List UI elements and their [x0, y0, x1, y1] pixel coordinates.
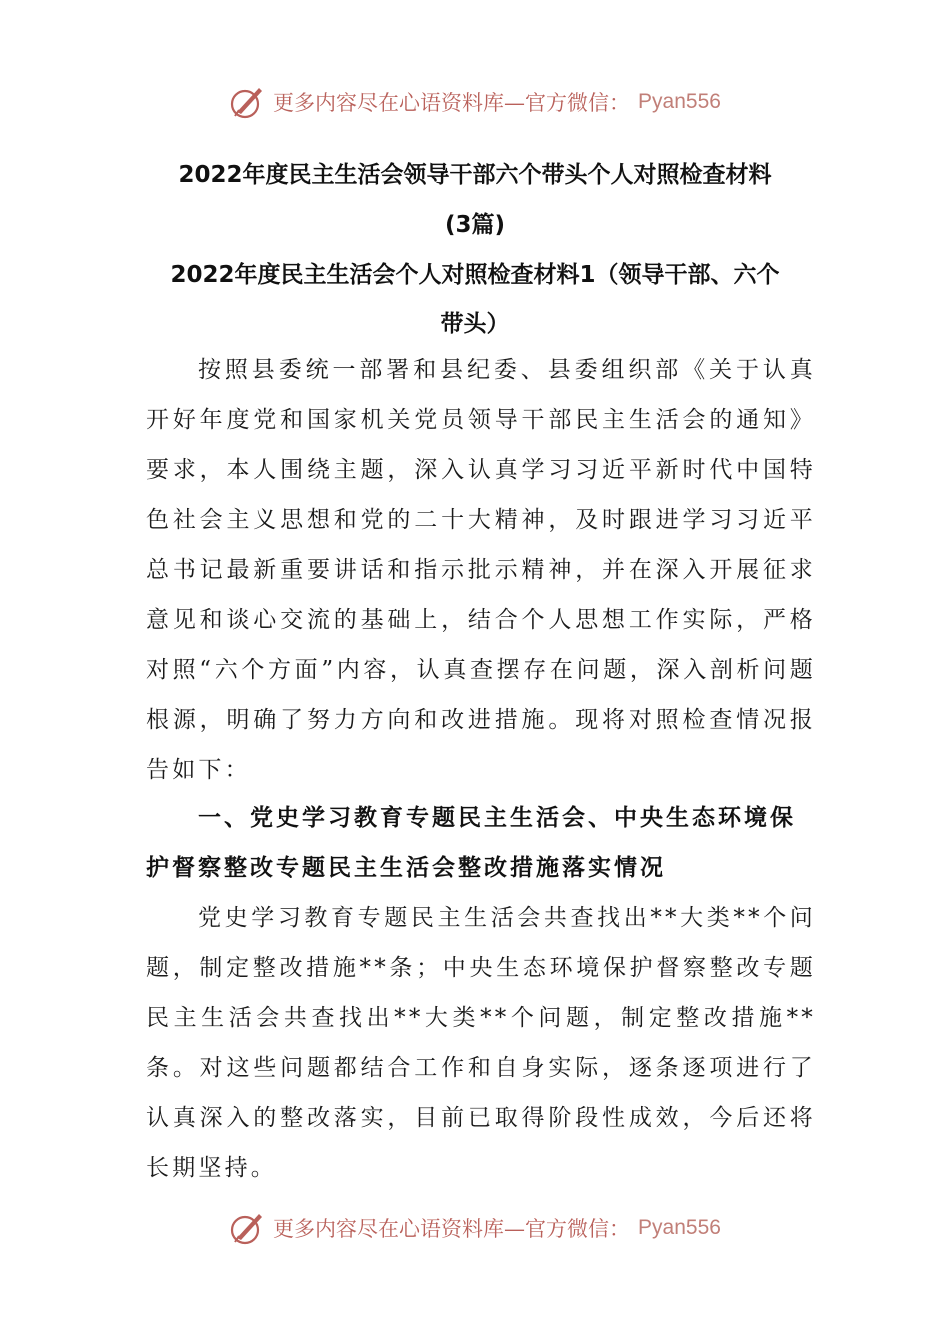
document-subtitle-line2: 带头） [440, 311, 510, 337]
document-title-line2: (3篇) [444, 212, 506, 238]
section1-paragraph: 党史学习教育专题民主生活会共查找出**大类**个问题，制定整改措施**条；中央生态环境保护督察整改专题民主生活会共查找出**大类**个问题，制定整改措施**条。对这些问题都结合工作和自身实际，逐条逐项进行了认真深入的整改落实，目前已取得阶段性成效，今后还将长期坚持。 [146, 905, 816, 1181]
quill-logo-icon [229, 84, 265, 120]
document-subtitle-line1: 2022年度民主生活会个人对照检查材料1（领导干部、六个 [170, 262, 780, 288]
intro-paragraph: 按照县委统一部署和县纪委、县委组织部《关于认真开好年度党和国家机关党员领导干部民主生活会的通知》要求，本人围绕主题，深入认真学习习近平新时代中国特色社会主义思想和党的二十大精神，及时跟进学习习近平总书记最新重要讲话和指示批示精神，并在深入开展征求意见和谈心交流的基础上，结合个人思想工作实际，严格对照“六个方面”内容，认真查摆存在问题，深入剖析问题根源，明确了努力方向和改进措施。现将对照检查情况报告如下： [146, 357, 816, 783]
quill-logo-icon [229, 1210, 265, 1246]
section-heading-1: 一、党史学习教育专题民主生活会、中央生态环境保护督察整改专题民主生活会整改措施落实情况 [146, 805, 796, 881]
watermark-text: 更多内容尽在心语资料库—官方微信： [273, 1217, 631, 1241]
watermark-text: 更多内容尽在心语资料库—官方微信： [273, 91, 631, 115]
document-title-line1: 2022年度民主生活会领导干部六个带头个人对照检查材料 [178, 162, 772, 188]
watermark-wechat-id: Pyan556 [638, 90, 721, 113]
watermark-footer [0, 1208, 950, 1248]
watermark-header [0, 82, 950, 122]
watermark-wechat-id: Pyan556 [638, 1216, 721, 1239]
